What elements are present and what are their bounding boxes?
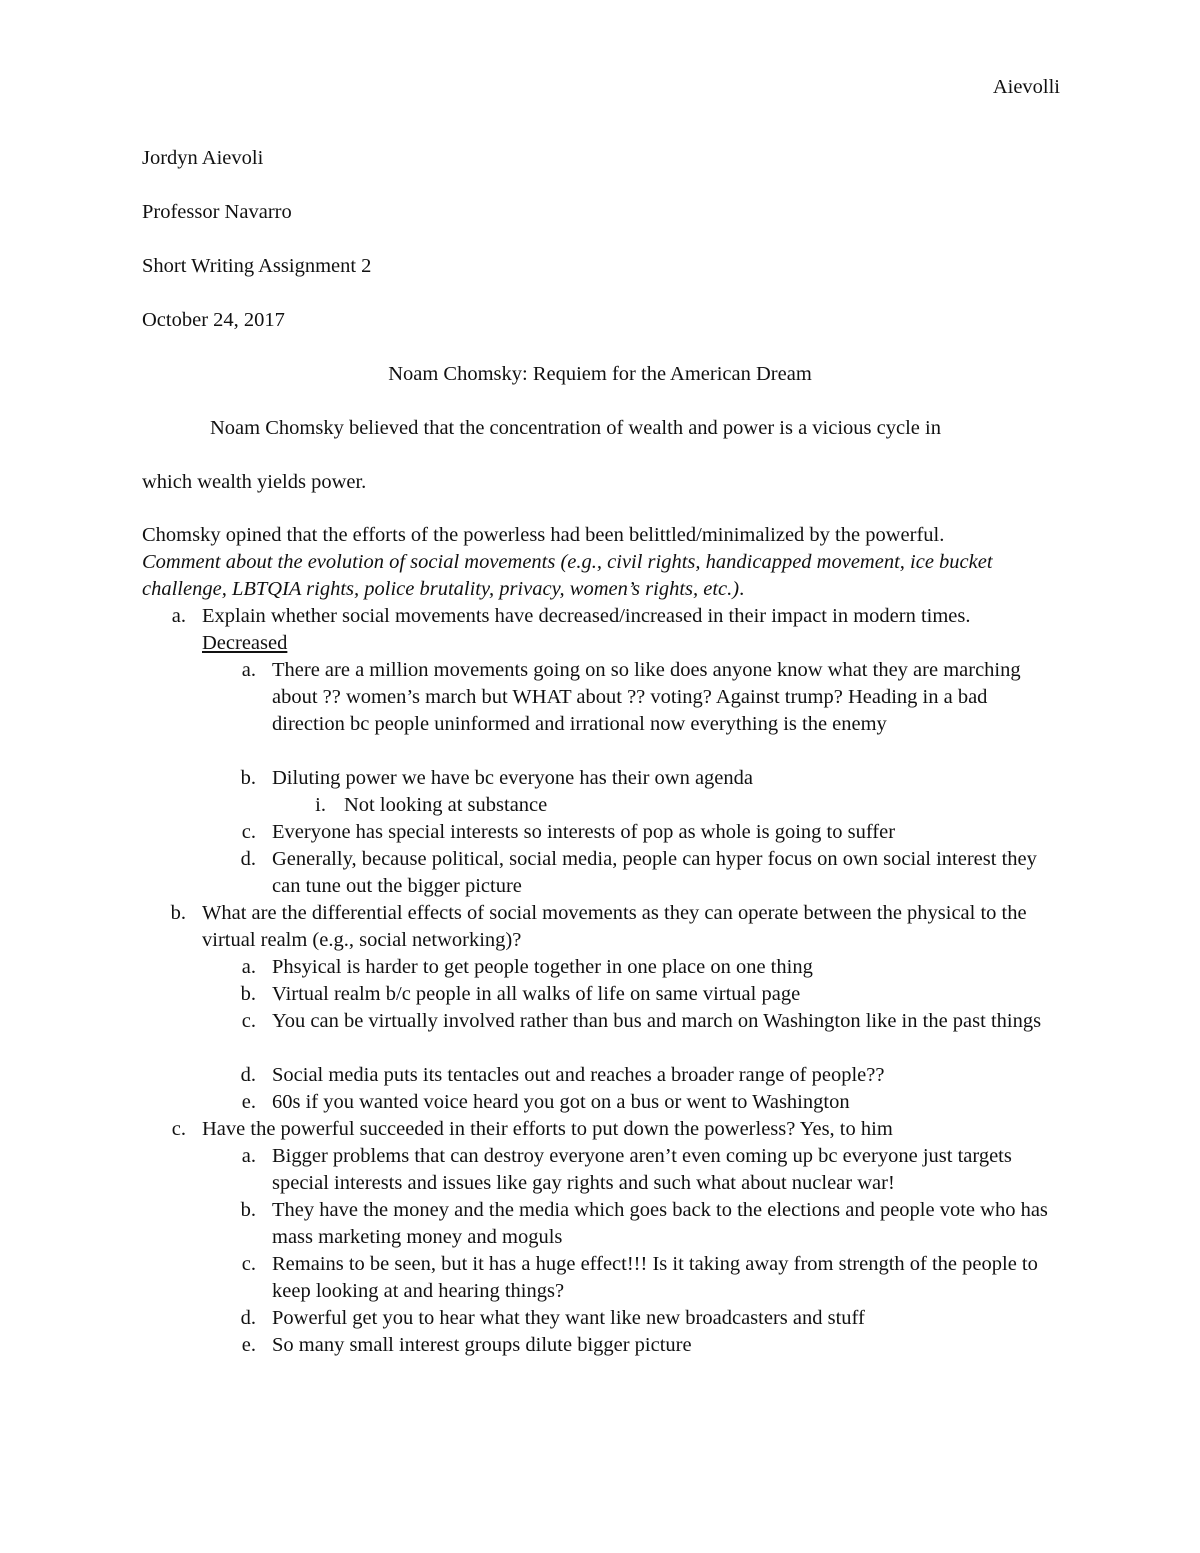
outline-marker: a. (171, 605, 186, 627)
sub-sub-item-text: Not looking at substance (344, 794, 548, 816)
outline-item-text: Have the powerful succeeded in their efforts to put down the powerless? Yes, to him (202, 1118, 893, 1140)
answer-text: Decreased (202, 632, 288, 655)
sub-item-marker: d. (240, 1307, 256, 1329)
sub-item-text: Bigger problems that can destroy everyone aren’t even coming up bc everyone just targets special interests and issues like gay rights and such what about nuclear war! (272, 1145, 1012, 1195)
essay-title: Noam Chomsky: Requiem for the American Dream (388, 363, 812, 385)
sub-item-marker: c. (241, 1253, 256, 1275)
prompt-paragraph (142, 522, 1022, 603)
outline-item-text: What are the differential effects of social movements as they can operate between the physical to the virtual realm (e.g., social networking)? (202, 902, 1027, 952)
student-name: Jordyn Aievoli (142, 147, 264, 169)
date: October 24, 2017 (142, 309, 285, 331)
paragraph-line-1: Noam Chomsky believed that the concentration of wealth and power is a vicious cycle in (210, 417, 941, 439)
sub-item-marker: c. (241, 821, 256, 843)
prompt-text: Chomsky opined that the efforts of the powerless had been belittled/minimalized by the powerful. (142, 524, 945, 546)
sub-item-marker: a. (241, 1145, 256, 1167)
sub-item-text: You can be virtually involved rather than bus and march on Washington like in the past things (272, 1010, 1042, 1032)
running-head: Aievolli (992, 76, 1060, 98)
prompt-end: . (739, 578, 745, 601)
sub-item-marker: c. (241, 1010, 256, 1032)
sub-item-text: 60s if you wanted voice heard you got on a bus or went to Washington (272, 1091, 850, 1113)
sub-item-text: There are a million movements going on so like does anyone know what they are marching about ?? women’s march but WHAT about ?? voting? Against trump? Heading in a bad direction bc people uninformed and irrational now everything is the enemy (272, 659, 1021, 736)
sub-sub-item-marker: i. (315, 794, 326, 816)
sub-item-marker: a. (241, 956, 256, 978)
sub-item-marker: b. (240, 983, 256, 1005)
outline-item-text: Explain whether social movements have decreased/increased in their impact in modern times. (202, 605, 971, 627)
sub-item-text: Powerful get you to hear what they want like new broadcasters and stuff (272, 1307, 865, 1329)
sub-item-marker: e. (241, 1091, 256, 1113)
professor-name: Professor Navarro (142, 201, 292, 223)
sub-item-marker: a. (241, 659, 256, 681)
outline-marker: b. (170, 902, 186, 924)
sub-item-text: Remains to be seen, but it has a huge effect!!! Is it taking away from strength of the people to keep looking at and hearing things? (272, 1253, 1038, 1303)
prompt-italic-text: Comment about the evolution of social movements (e.g., civil rights, handicapped movement, ice bucket challenge, LBTQIA rights, police brutality, privacy, women’s rights, etc.) (142, 551, 993, 601)
sub-item-text: Social media puts its tentacles out and reaches a broader range of people?? (272, 1064, 885, 1086)
sub-item-marker: b. (240, 1199, 256, 1221)
sub-item-marker: e. (241, 1334, 256, 1356)
sub-item-marker: b. (240, 767, 256, 789)
sub-item-text: Generally, because political, social media, people can hyper focus on own social interest they can tune out the bigger picture (272, 848, 1037, 898)
sub-item-text: So many small interest groups dilute bigger picture (272, 1334, 692, 1356)
sub-item-text: Phsyical is harder to get people together in one place on one thing (272, 956, 813, 978)
sub-item-text: Everyone has special interests so interests of pop as whole is going to suffer (272, 821, 896, 843)
assignment-name: Short Writing Assignment 2 (142, 255, 372, 277)
sub-item-marker: d. (240, 848, 256, 870)
paragraph-line-2: which wealth yields power. (142, 471, 367, 493)
outline-marker: c. (171, 1118, 186, 1140)
sub-item-text: They have the money and the media which goes back to the elections and people vote who has mass marketing money and moguls (272, 1199, 1048, 1249)
sub-item-marker: d. (240, 1064, 256, 1086)
sub-item-text: Diluting power we have bc everyone has their own agenda (272, 767, 754, 789)
outline-item (202, 603, 1054, 657)
sub-item-text: Virtual realm b/c people in all walks of life on same virtual page (272, 983, 801, 1005)
